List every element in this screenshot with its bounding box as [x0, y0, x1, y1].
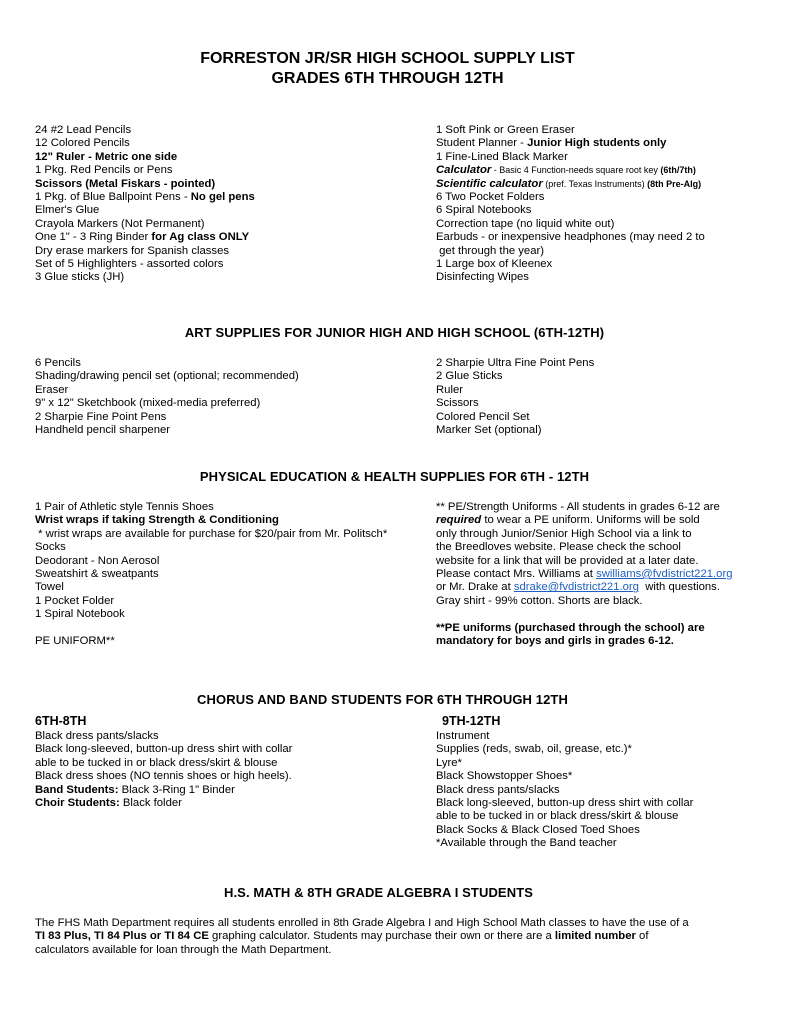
drake-email-link[interactable]: sdrake@fvdistrict221.org [513, 581, 639, 594]
pe-heading: PHYSICAL EDUCATION & HEALTH SUPPLIES FOR 6TH - 12TH [199, 469, 590, 484]
list-item: 6 Two Pocket Folders [436, 190, 545, 203]
list-item: 1 Soft Pink or Green Eraser [436, 124, 575, 136]
info-line: **PE uniforms (purchased through the school) are [436, 621, 705, 634]
item-emphasis: for Ag class ONLY [151, 231, 250, 244]
list-item: Black long-sleeved, button-up dress shirt with collar [436, 796, 694, 809]
williams-email-link[interactable]: swilliams@fvdistrict221.org [596, 567, 733, 580]
info-line: website for a link that will be provided at a later date. [436, 554, 699, 567]
paragraph-text: graphing calculator. Students may purchase their own or there are a [208, 930, 555, 943]
list-item: 3 Glue sticks (JH) [35, 271, 125, 284]
list-item: 1 Pkg. Red Pencils or Pens [35, 164, 173, 177]
list-item: Towel [35, 581, 64, 594]
item-grade: (6th/7th) [660, 165, 696, 176]
list-item: 1 Pair of Athletic style Tennis Shoes [35, 501, 214, 513]
page-title [0, 49, 783, 89]
music-heading: CHORUS AND BAND STUDENTS FOR 6TH THROUGH 12TH [197, 692, 568, 707]
list-item: Lyre* [436, 756, 462, 769]
item-grade: (8th Pre-Alg) [647, 178, 702, 189]
item-text: Black 3-Ring 1" Binder [118, 783, 235, 796]
info-line: mandatory for boys and girls in grades 6-12. [436, 634, 674, 647]
paragraph-line [35, 930, 725, 943]
list-item [35, 784, 292, 797]
list-item: Supplies (reds, swab, oil, grease, etc.)* [436, 743, 632, 756]
list-item: Handheld pencil sharpener [35, 423, 171, 436]
list-item: able to be tucked in or black dress/skirt & blouse [35, 756, 278, 769]
list-item: Black Socks & Black Closed Toed Shoes [436, 823, 640, 836]
list-item: Black Showstopper Shoes* [436, 770, 573, 783]
list-item: Deodorant - Non Aerosol [35, 554, 160, 567]
item-emphasis: Choir Students: [35, 796, 120, 809]
music-6-8-section [35, 714, 292, 810]
info-text: Please contact Mrs. Williams at [436, 567, 597, 580]
list-item: Colored Pencil Set [436, 410, 530, 423]
general-supplies-left [35, 124, 255, 285]
item-emphasis: Scientific calculator [436, 177, 543, 190]
list-item: Sweatshirt & sweatpants [35, 567, 159, 580]
info-text: to wear a PE uniform. Uniforms will be sold [481, 514, 700, 527]
info-line [436, 514, 733, 527]
title-line-2: GRADES 6TH THROUGH 12TH [271, 70, 504, 87]
list-item: 1 Pocket Folder [35, 594, 115, 607]
info-line: the Breedloves website. Please check the school [436, 541, 681, 554]
list-item [35, 231, 255, 244]
list-item: Eraser [35, 383, 69, 396]
art-heading: ART SUPPLIES FOR JUNIOR HIGH AND HIGH SCHOOL (6TH-12TH) [184, 325, 605, 340]
paragraph-line: The FHS Math Department requires all students enrolled in 8th Grade Algebra I and High School Math classes to have the use of a [35, 917, 689, 929]
list-item: 1 Large box of Kleenex [436, 257, 553, 270]
list-item: Correction tape (no liquid white out) [436, 217, 615, 230]
list-item: Socks [35, 541, 66, 554]
art-supplies-left [35, 357, 299, 437]
info-line: Gray shirt - 99% cotton. Shorts are black. [436, 594, 643, 607]
list-item: 12" Ruler - Metric one side [35, 150, 178, 163]
title-line-1: FORRESTON JR/SR HIGH SCHOOL SUPPLY LIST [200, 50, 575, 67]
list-item: 1 Fine-Lined Black Marker [436, 150, 568, 163]
info-emphasis: required [436, 514, 482, 527]
list-item [436, 164, 705, 177]
list-item: 6 Pencils [35, 357, 81, 369]
list-item: Disinfecting Wipes [436, 271, 529, 284]
list-item: Black dress pants/slacks [35, 730, 159, 742]
info-text: or Mr. Drake at [436, 581, 514, 594]
item-note: - Basic 4 Function-needs square root key [491, 165, 661, 176]
paragraph-text: of [635, 930, 649, 943]
list-spacer [35, 622, 387, 635]
info-text: with questions. [638, 581, 720, 594]
list-item: 2 Sharpie Ultra Fine Point Pens [436, 357, 595, 369]
pe-uniform-info [436, 501, 733, 648]
list-item: 1 Spiral Notebook [35, 608, 125, 621]
list-item: 24 #2 Lead Pencils [35, 124, 132, 136]
list-item: Shading/drawing pencil set (optional; recommended) [35, 370, 299, 383]
list-item: Dry erase markers for Spanish classes [35, 244, 229, 257]
list-item: Wrist wraps if taking Strength & Conditioning [35, 514, 279, 527]
item-emphasis: No gel pens [190, 190, 255, 203]
list-item: 9" x 12" Sketchbook (mixed-media preferred) [35, 397, 261, 410]
list-item: *Available through the Band teacher [436, 837, 617, 850]
list-item: Elmer's Glue [35, 204, 100, 217]
list-item: Earbuds - or inexpensive headphones (may need 2 to [436, 231, 705, 244]
list-item: Marker Set (optional) [436, 423, 542, 436]
item-emphasis: Calculator [436, 164, 492, 177]
limited-number-emphasis: limited number [554, 930, 636, 943]
item-emphasis: Band Students: [35, 783, 119, 796]
list-item: Ruler [436, 383, 463, 396]
item-text: 1 Pkg. of Blue Ballpoint Pens - [35, 190, 191, 203]
music-9-12-subheading: 9TH-12TH [442, 714, 501, 728]
calculator-models: TI 83 Plus, TI 84 Plus or TI 84 CE [35, 930, 209, 943]
music-9-12-section [436, 714, 693, 851]
list-item: able to be tucked in or black dress/skirt & blouse [436, 810, 679, 823]
list-item: PE UNIFORM** [35, 634, 115, 647]
list-item: 2 Sharpie Fine Point Pens [35, 410, 167, 423]
item-text: One 1" - 3 Ring Binder [35, 231, 152, 244]
list-item: 12 Colored Pencils [35, 137, 130, 150]
list-item [35, 797, 292, 810]
list-item: Black long-sleeved, button-up dress shirt with collar [35, 743, 293, 756]
list-item: Black dress shoes (NO tennis shoes or high heels). [35, 770, 292, 783]
list-item: Instrument [436, 730, 490, 742]
list-item: get through the year) [436, 244, 545, 257]
list-item: Set of 5 Highlighters - assorted colors [35, 257, 224, 270]
info-line: ** PE/Strength Uniforms - All students in grades 6-12 are [436, 501, 720, 513]
item-text: Black folder [119, 796, 182, 809]
list-item [436, 137, 705, 150]
info-spacer [436, 608, 733, 621]
general-supplies-right [436, 124, 705, 285]
math-paragraph [35, 917, 725, 957]
list-item [35, 191, 255, 204]
list-item: Scissors [436, 397, 479, 410]
list-item [436, 178, 705, 191]
info-line [436, 568, 733, 581]
item-text: Student Planner - [436, 137, 528, 150]
item-note: (pref. Texas Instruments) [542, 178, 648, 189]
item-emphasis: Junior High students only [527, 137, 667, 150]
art-supplies-right [436, 357, 594, 437]
list-item: Scissors (Metal Fiskars - pointed) [35, 177, 216, 190]
info-line: only through Junior/Senior High School via a link to [436, 527, 692, 540]
list-item: 2 Glue Sticks [436, 370, 503, 383]
paragraph-line: calculators available for loan through the Math Department. [35, 943, 332, 956]
list-item: 6 Spiral Notebooks [436, 204, 532, 217]
list-item: Black dress pants/slacks [436, 783, 560, 796]
math-heading: H.S. MATH & 8TH GRADE ALGEBRA I STUDENTS [223, 885, 534, 900]
info-line [436, 581, 733, 594]
list-item: Crayola Markers (Not Permanent) [35, 217, 205, 230]
music-6-8-subheading: 6TH-8TH [35, 714, 87, 728]
pe-supplies-left [35, 501, 387, 648]
list-item: * wrist wraps are available for purchase for $20/pair from Mr. Politsch* [35, 527, 388, 540]
